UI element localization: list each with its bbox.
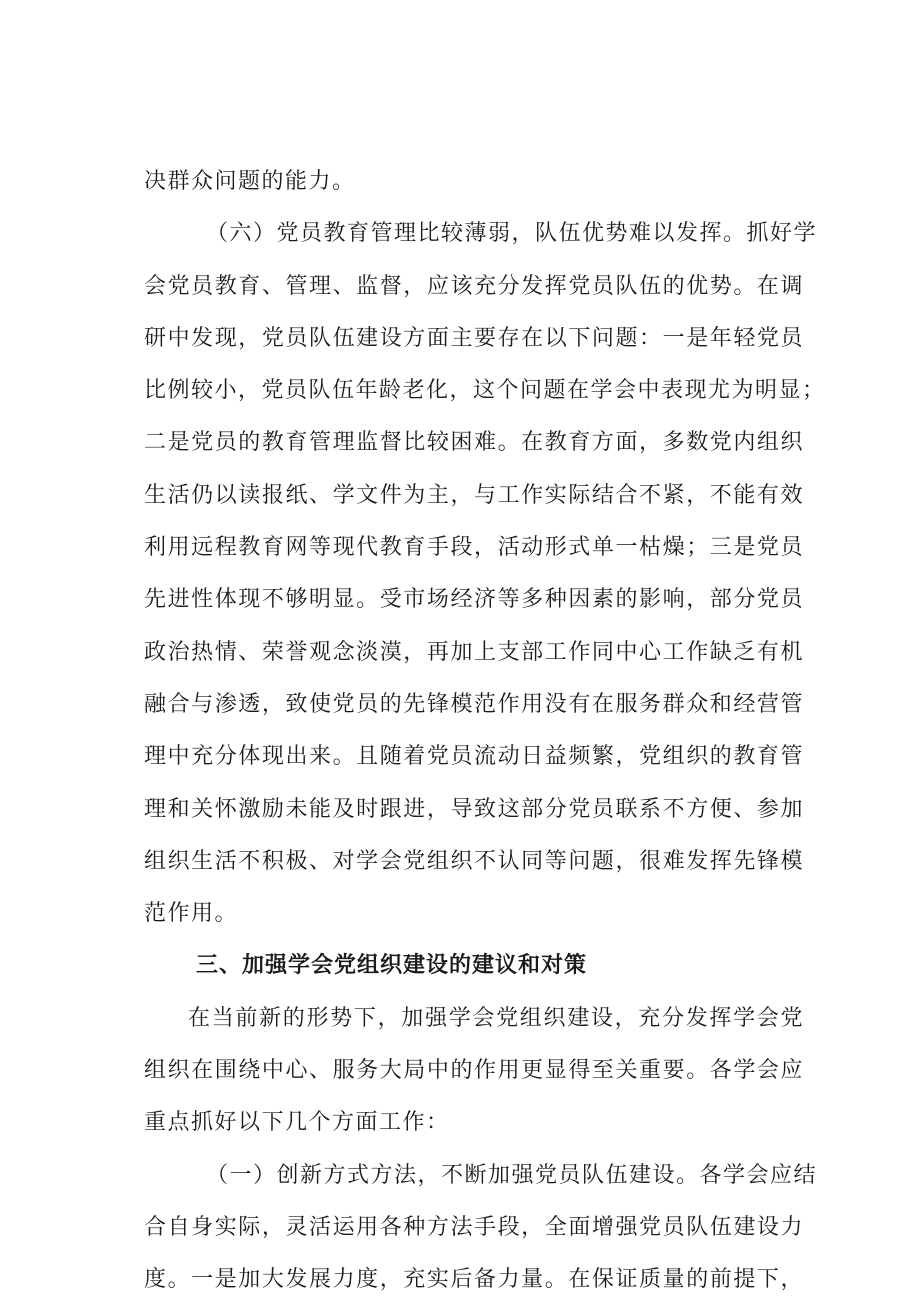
paragraph-line: 决群众问题的能力。 [144,169,356,194]
paragraph-line: 范作用。 [144,901,239,927]
paragraph-line: 理和关怀激励未能及时跟进，导致这部分党员联系不方便、参加 [144,796,804,822]
paragraph-line: 重点抓好以下几个方面工作： [144,1110,450,1136]
paragraph-line: 组织在围绕中心、服务大局中的作用更显得至关重要。各学会应 [144,1058,804,1084]
paragraph-line: 在当前新的形势下，加强学会党组织建设，充分发挥学会党 [188,1005,804,1031]
paragraph-line: 理中充分体现出来。且随着党员流动日益频繁，党组织的教育管 [144,744,804,770]
paragraph-line: （六）党员教育管理比较薄弱，队伍优势难以发挥。抓好学 [206,221,818,247]
paragraph-line: 先进性体现不够明显。受市场经济等多种因素的影响，部分党员 [144,587,804,613]
paragraph-line: 利用远程教育网等现代教育手段，活动形式单一枯燥；三是党员 [144,535,804,561]
paragraph-line: 度。一是加大发展力度，充实后备力量。在保证质量的前提下， [144,1267,804,1293]
paragraph-line: （一）创新方式方法，不断加强党员队伍建设。各学会应结 [206,1162,818,1188]
paragraph-line: 比例较小，党员队伍年龄老化，这个问题在学会中表现尤为明显； [144,378,826,404]
paragraph-line: 会党员教育、管理、监督，应该充分发挥党员队伍的优势。在调 [144,273,804,299]
paragraph-line: 组织生活不积极、对学会党组织不认同等问题，很难发挥先锋模 [144,848,804,874]
paragraph-line: 合自身实际，灵活运用各种方法手段，全面增强党员队伍建设力 [144,1214,804,1240]
paragraph-line: 研中发现，党员队伍建设方面主要存在以下问题：一是年轻党员 [144,325,804,351]
document-body [144,156,826,1307]
paragraph-line: 融合与渗透，致使党员的先锋模范作用没有在服务群众和经营管 [144,691,804,717]
paragraph-line: 二是党员的教育管理监督比较困难。在教育方面，多数党内组织 [144,430,804,456]
section-heading: 三、加强学会党组织建设的建议和对策 [196,953,588,979]
paragraph-line: 生活仍以读报纸、学文件为主，与工作实际结合不紧，不能有效 [144,482,804,508]
paragraph-line: 政治热情、荣誉观念淡漠，再加上支部工作同中心工作缺乏有机 [144,639,804,665]
